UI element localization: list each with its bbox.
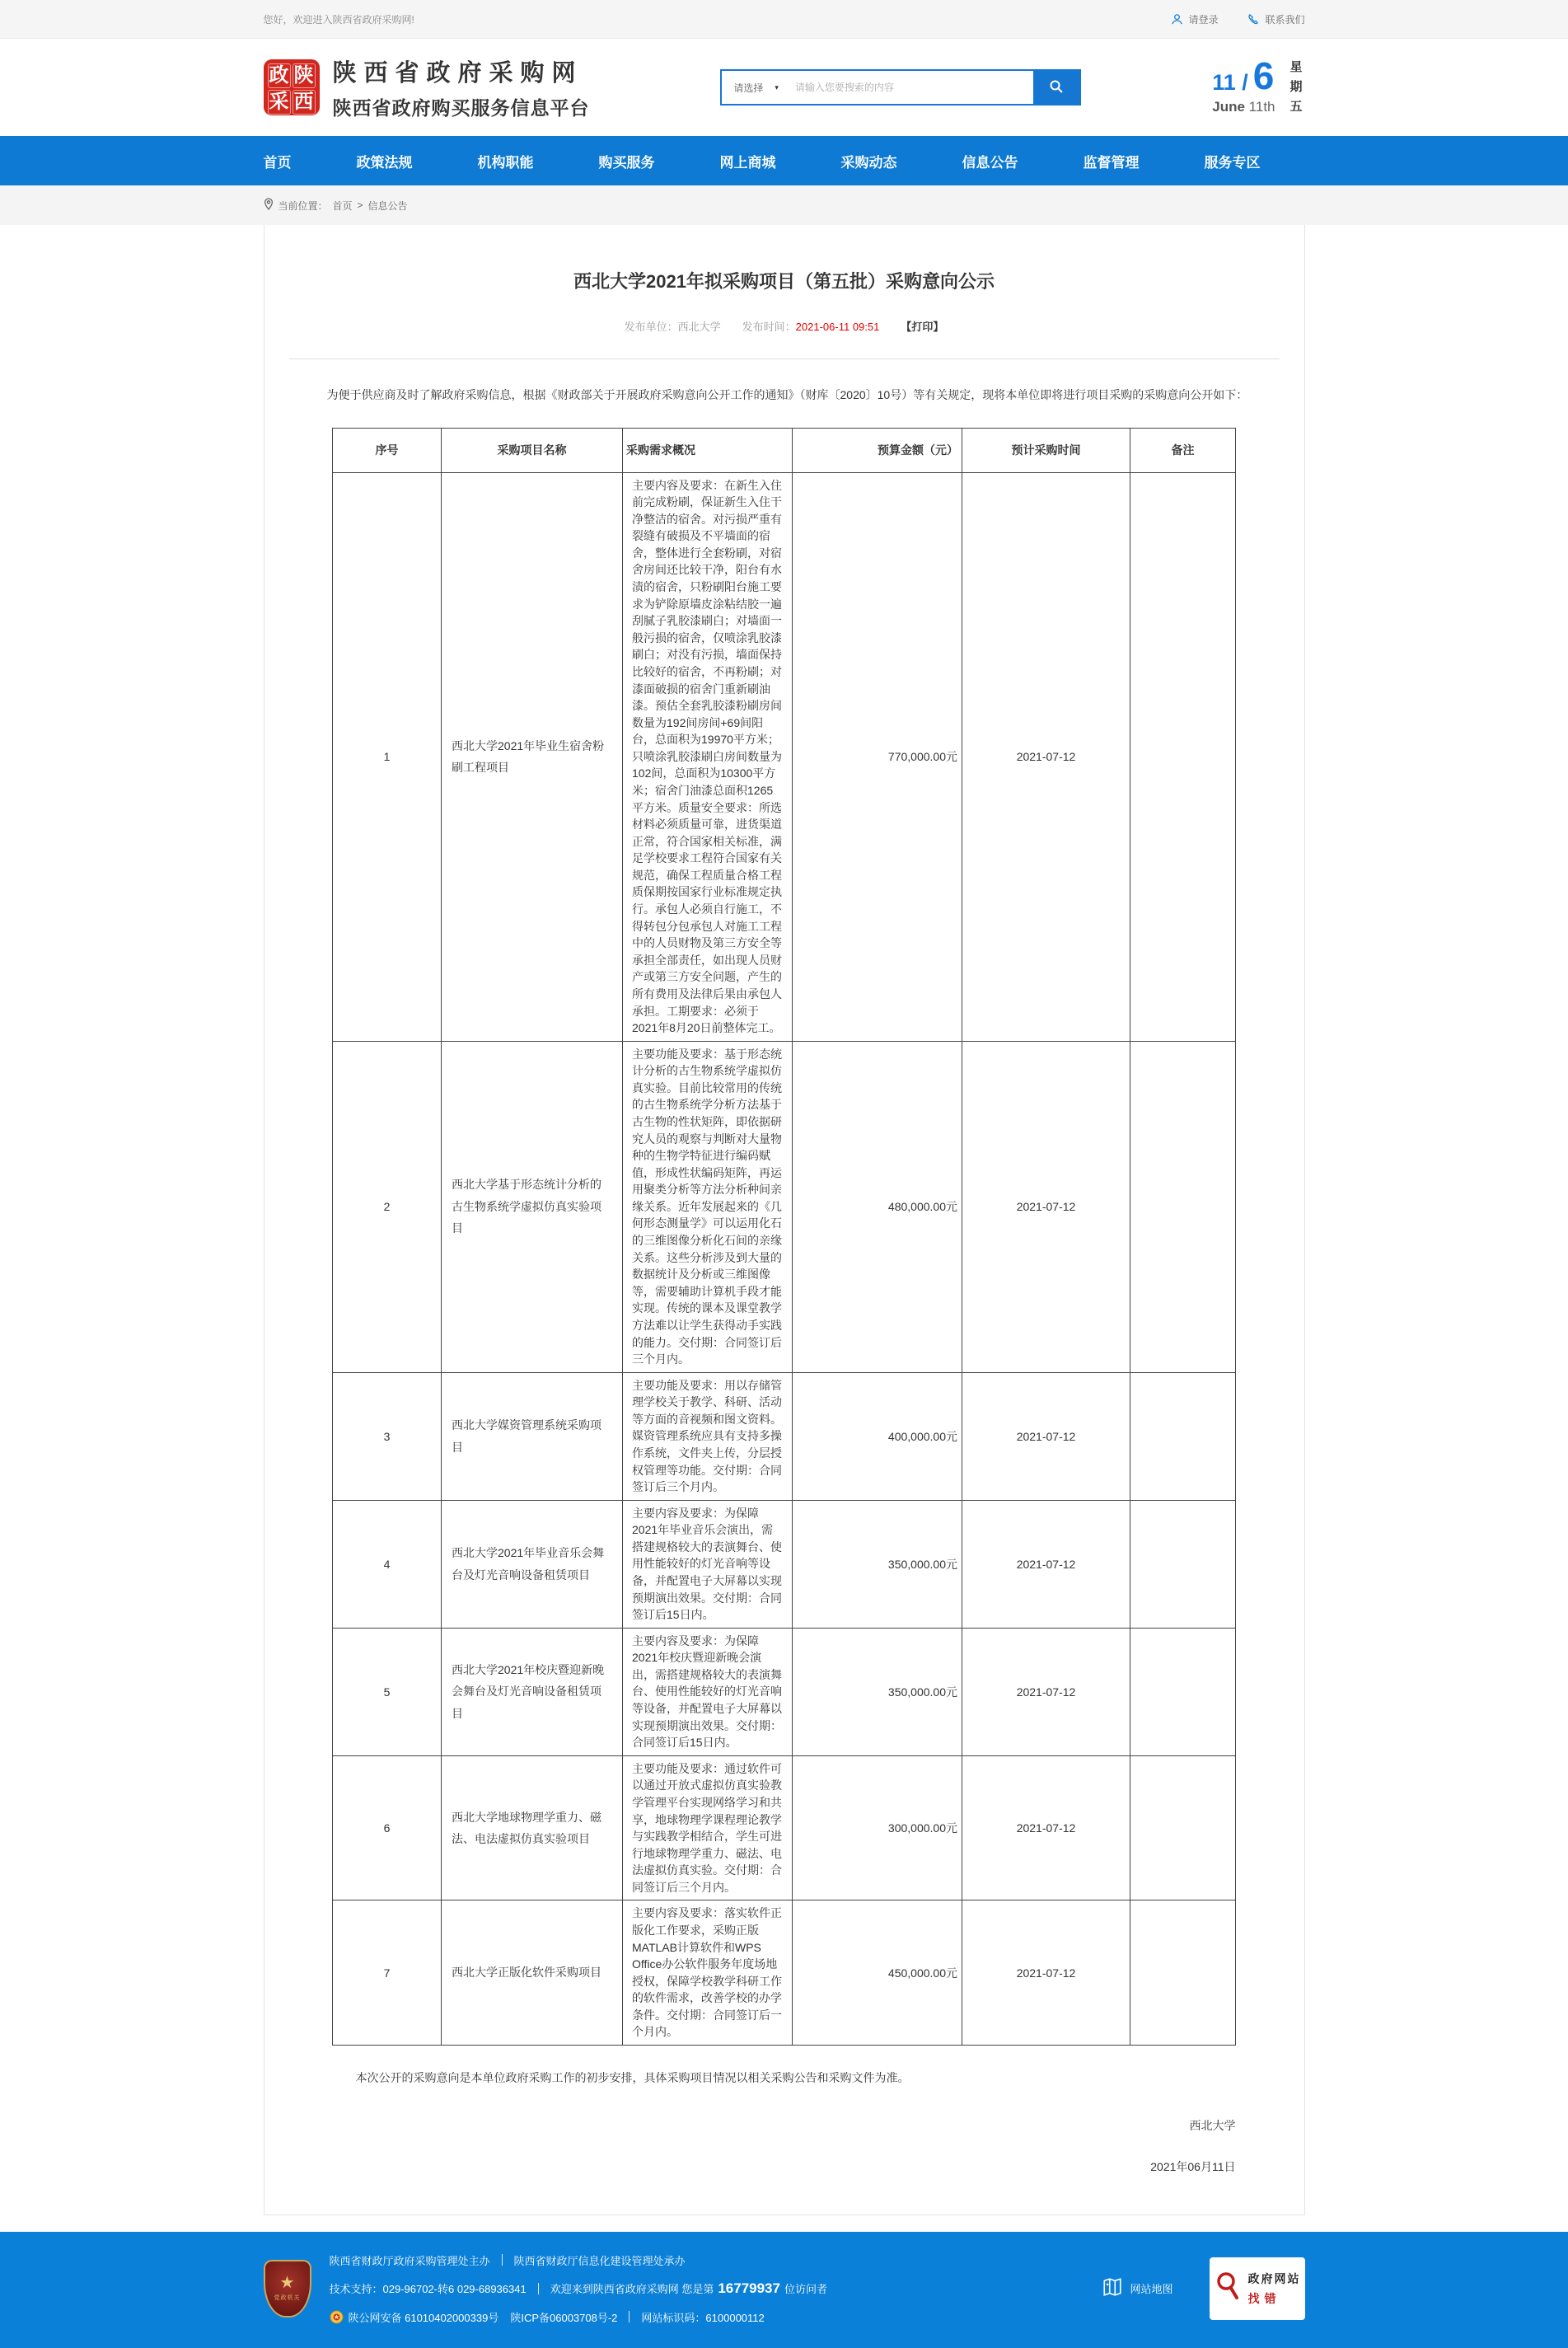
cell-name: 西北大学正版化软件采购项目: [442, 1900, 623, 2046]
phone-icon: [1247, 13, 1260, 26]
cell-time: 2021-07-12: [962, 1755, 1130, 1900]
cell-time: 2021-07-12: [962, 472, 1130, 1041]
search-button[interactable]: [1033, 71, 1079, 104]
breadcrumb-strip: [0, 185, 1568, 225]
col-header-no: 序号: [333, 429, 442, 473]
nav-item-procurement-news[interactable]: 采购动态: [840, 154, 897, 171]
cell-name: 西北大学2021年校庆暨迎新晚会舞台及灯光音响设备租赁项目: [442, 1628, 623, 1755]
cell-budget: 350,000.00元: [793, 1628, 962, 1755]
vertical-separator: [502, 2254, 503, 2266]
cell-time: 2021-07-12: [962, 1372, 1130, 1500]
cell-desc: 主要内容及要求：为保障2021年毕业音乐会演出，需搭建规格较大的表演舞台、使用性能较好的灯光音响等设备，并配置电子大屏幕以实现预期演出效果。交付期：合同签订后15日内。: [623, 1500, 793, 1628]
col-header-note: 备注: [1130, 429, 1236, 473]
star-icon: ★: [279, 2274, 295, 2293]
col-header-name: 采购项目名称: [442, 429, 623, 473]
cell-note: [1130, 472, 1236, 1041]
col-header-time: 预计采购时间: [962, 429, 1130, 473]
search-input[interactable]: [789, 71, 1033, 104]
welcome-text: 您好，欢迎进入陕西省政府采购网!: [263, 13, 414, 26]
nav-item-supervision[interactable]: 监督管理: [1083, 154, 1140, 171]
publish-time-value: 2021-06-11 09:51: [795, 321, 880, 333]
vertical-separator: [538, 2283, 539, 2294]
search-icon: [1049, 79, 1064, 96]
cell-note: [1130, 1755, 1236, 1900]
date-month: 6: [1252, 54, 1275, 98]
cell-note: [1130, 1500, 1236, 1628]
search-category-label: 请选择: [733, 82, 764, 94]
cell-no: 4: [333, 1500, 442, 1628]
login-link[interactable]: [1171, 12, 1218, 26]
publish-time-label: 发布时间：: [742, 321, 796, 333]
breadcrumb-label: 当前位置：: [278, 199, 328, 212]
nav-item-home[interactable]: 首页: [263, 154, 292, 171]
cell-desc: 主要功能及要求：用以存储管理学校关于教学、科研、活动等方面的音视频和图文资料。媒资管理系统应具有支持多操作系统，文件夹上传，分层授权管理等功能。交付期：合同签订后三个月内。: [623, 1372, 793, 1500]
cell-note: [1130, 1041, 1236, 1372]
date-widget: [1212, 54, 1304, 117]
breadcrumb: [264, 185, 1305, 225]
publisher-label: 发布单位：: [624, 321, 678, 333]
contact-link[interactable]: [1247, 12, 1304, 26]
logo-char: 政: [269, 64, 289, 87]
cell-budget: 450,000.00元: [793, 1900, 962, 2046]
table-header-row: [333, 429, 1236, 473]
print-button[interactable]: 【打印】: [901, 321, 944, 333]
footer-undertake: 陕西省财政厅信息化建设管理处承办: [513, 2254, 686, 2267]
cell-name: 西北大学地球物理学重力、磁法、电法虚拟仿真实验项目: [442, 1755, 623, 1900]
badge-title: 政府网站: [1247, 2271, 1301, 2285]
signature-date: 2021年06月11日: [1150, 2159, 1236, 2173]
cell-no: 6: [333, 1755, 442, 1900]
table-row: [333, 1900, 1236, 2046]
search-category-select[interactable]: [722, 71, 789, 104]
publisher-value: 西北大学: [677, 321, 721, 333]
cell-no: 7: [333, 1900, 442, 2046]
col-header-desc: 采购需求概况: [623, 429, 793, 473]
cell-desc: 主要内容及要求：落实软件正版化工作要求，采购正版MATLAB计算软件和WPS Office办公软件服务年度场地授权，保障学校教学科研工作的软件需求，改善学校的办学条件。交付期：合同签订后一个月内。: [623, 1900, 793, 2046]
footer-visitor-pre: 欢迎来到陕西省政府采购网 您是第: [550, 2283, 714, 2296]
login-label: 请登录: [1188, 13, 1219, 26]
nav-item-purchase-service[interactable]: 购买服务: [598, 154, 655, 171]
cell-note: [1130, 1628, 1236, 1755]
logo-char: 陕: [293, 64, 314, 87]
main-nav: [0, 136, 1568, 185]
date-month-en: June: [1212, 98, 1245, 115]
table-row: [333, 1628, 1236, 1755]
date-day-en: 11th: [1248, 98, 1275, 115]
sitemap-label: 网站地图: [1130, 2283, 1173, 2296]
date-weekday: 星期五: [1290, 60, 1303, 114]
nav-item-policies[interactable]: 政策法规: [356, 154, 413, 171]
cell-time: 2021-07-12: [962, 1628, 1130, 1755]
nav-item-announcements[interactable]: 信息公告: [962, 154, 1018, 171]
cell-desc: 主要内容及要求：为保障2021年校庆暨迎新晚会演出，需搭建规格较大的表演舞台、使用性能较好的灯光音响等设备，并配置电子大屏幕以实现预期演出效果。交付期：合同签订后15日内。: [623, 1628, 793, 1755]
site-subtitle: 陕西省政府购买服务信息平台: [332, 97, 590, 119]
badge-subtitle: 找错: [1247, 2291, 1281, 2305]
cell-desc: 主要功能及要求：通过软件可以通过开放式虚拟仿真实验教学管理平台实现网络学习和共享，地球物理学课程理论教学与实践教学相结合，学生可进行地球物理学重力、磁法、电法虚拟仿真实验。交付期：合同签订后三个月内。: [623, 1755, 793, 1900]
cell-time: 2021-07-12: [962, 1041, 1130, 1372]
cell-budget: 770,000.00元: [793, 472, 962, 1041]
emblem-label: 党政机关: [274, 2295, 301, 2302]
cell-budget: 400,000.00元: [793, 1372, 962, 1500]
table-row: [333, 472, 1236, 1041]
footer-tech-support: 技术支持：029-96702-转6 029-68936341: [329, 2283, 527, 2296]
signature: 西北大学: [1189, 2118, 1236, 2132]
logo-char: 西: [293, 91, 314, 113]
table-row: [333, 1041, 1236, 1372]
cell-budget: 300,000.00元: [793, 1755, 962, 1900]
cell-name: 西北大学2021年毕业生宿舍粉刷工程项目: [442, 472, 623, 1041]
logo-char: 采: [269, 91, 289, 113]
cell-name: 西北大学基于形态统计分析的古生物系统学虚拟仿真实验项目: [442, 1041, 623, 1372]
nav-item-service-zone[interactable]: 服务专区: [1204, 154, 1261, 171]
cell-note: [1130, 1372, 1236, 1500]
footer-host: 陕西省财政厅政府采购管理处主办: [329, 2254, 490, 2267]
chevron-down-icon: ▾: [775, 82, 779, 91]
nav-item-functions[interactable]: 机构职能: [477, 154, 534, 171]
police-record-link[interactable]: 陕公网安备 61010402000339号: [348, 2311, 499, 2324]
intro-paragraph: 为便于供应商及时了解政府采购信息，根据《财政部关于开展政府采购意向公开工作的通知》（财库〔2020〕10号）等有关规定，现将本单位即将进行项目采购的采购意向公开如下：: [326, 388, 1248, 401]
cell-no: 2: [333, 1041, 442, 1372]
cell-desc: 主要功能及要求：基于形态统计分析的古生物系统学虚拟仿真实验。目前比较常用的传统的古生物系统学分析方法基于古生物的性状矩阵，即依据研究人员的观察与判断对大量物种的生物学特征进行编码赋值，形成性状编码矩阵，再运用聚类分析等方法分析种间亲缘关系。近年发展起来的《几何形态测量学》可以运用化石的三维图像分析化石间的亲缘关系。这些分析涉及到大量的数据统计及分析或三维图像等，需要辅助计算机手段才能实现。传统的课本及课堂教学方法难以让学生获得动手实践的能力。交付期：合同签订后三个月内。: [623, 1041, 793, 1372]
breadcrumb-separator: >: [357, 199, 363, 211]
table-row: [333, 1755, 1236, 1900]
procurement-table: [332, 428, 1236, 2046]
site-footer: [0, 2232, 1568, 2348]
police-badge-icon: [330, 2310, 344, 2324]
topbar: [0, 0, 1568, 39]
table-row: [333, 1372, 1236, 1500]
breadcrumb-current[interactable]: 信息公告: [367, 199, 408, 212]
cell-name: 西北大学媒资管理系统采购项目: [442, 1372, 623, 1500]
cell-note: [1130, 1900, 1236, 2046]
cell-no: 5: [333, 1628, 442, 1755]
site-title: 陕西省政府采购网: [332, 60, 583, 87]
date-day: 11 /: [1212, 69, 1248, 95]
breadcrumb-home[interactable]: 首页: [332, 199, 353, 212]
cell-no: 1: [333, 472, 442, 1041]
user-icon: [1171, 13, 1183, 26]
site-code: 网站标识码：6100000112: [641, 2311, 765, 2324]
gov-error-badge[interactable]: [1210, 2257, 1305, 2320]
cell-time: 2021-07-12: [962, 1500, 1130, 1628]
icp-link[interactable]: 陕ICP备06003708号-2: [510, 2311, 618, 2324]
site-logo[interactable]: [264, 59, 320, 115]
site-header: [0, 39, 1568, 136]
page-title: 西北大学2021年拟采购项目（第五批）采购意向公示: [573, 271, 995, 292]
cell-budget: 350,000.00元: [793, 1500, 962, 1628]
sitemap-link[interactable]: [1102, 2276, 1172, 2300]
article-meta: [264, 318, 1304, 334]
cell-time: 2021-07-12: [962, 1900, 1130, 2046]
vertical-separator: [629, 2311, 630, 2322]
magnifier-icon: [1214, 2270, 1242, 2307]
closing-paragraph: 本次公开的采购意向是本单位政府采购工作的初步安排，具体采购项目情况以相关采购公告和采购文件为准。: [355, 2071, 910, 2085]
nav-item-online-mall[interactable]: 网上商城: [719, 154, 776, 171]
contact-label: 联系我们: [1265, 13, 1305, 26]
main-content: [0, 225, 1568, 2215]
col-header-budget: 预算金额（元）: [793, 429, 962, 473]
footer-visitor-post: 位访问者: [784, 2283, 827, 2296]
cell-name: 西北大学2021年毕业音乐会舞台及灯光音响设备租赁项目: [442, 1500, 623, 1628]
visitor-count: 16779937: [718, 2280, 780, 2296]
government-emblem: [264, 2260, 311, 2318]
cell-budget: 480,000.00元: [793, 1041, 962, 1372]
search-bar: [720, 69, 1081, 105]
cell-desc: 主要内容及要求：在新生入住前完成粉刷，保证新生入住干净整洁的宿舍。对污损严重有裂缝有破损及不平墙面的宿舍，整体进行全套粉刷，对宿舍房间还比较干净，阳台有水渍的宿舍，只粉刷阳台施工要求为铲除原墙皮涂粘结胶一遍刮腻子乳胶漆刷白；对墙面一般污损的宿舍，仅喷涂乳胶漆刷白；对没有污损，墙面保持比较好的宿舍，不再粉刷；对漆面破损的宿舍门重新刷油漆。预估全套乳胶漆粉刷房间数量为192间房间+69间阳台，总面积为19970平方米；只喷涂乳胶漆刷白房间数量为102间，总面积为10300平方米；宿舍门油漆总面积1265平方米。质量安全要求：所选材料必须质量可靠，进货渠道正常，符合国家相关标准，满足学校要求工程符合国家有关规范，确保工程质量合格工程质保期按国家行业标准规定执行。承包人必须自行施工，不得转包分包承包人对施工工程中的人员财物及第三方安全等承担全部责任，如出现人员财产或第三方安全问题，产生的所有费用及法律后果由承包人承担。工期要求：必须于2021年8月20日前整体完工。: [623, 472, 793, 1041]
article-card: [264, 225, 1305, 2215]
table-row: [333, 1500, 1236, 1628]
location-pin-icon: [264, 198, 274, 213]
cell-no: 3: [333, 1372, 442, 1500]
map-icon: [1102, 2276, 1123, 2300]
